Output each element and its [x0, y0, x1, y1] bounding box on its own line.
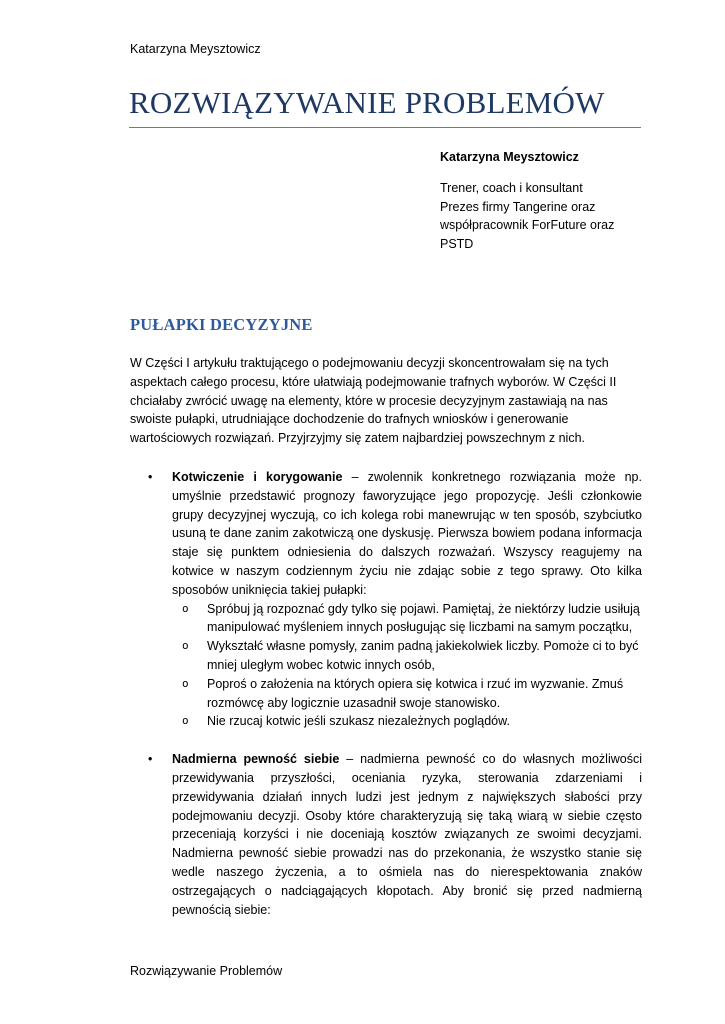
- sub-list-item: [172, 675, 642, 713]
- sub-item-text: Poproś o założenia na których opiera się kotwica i rzuć im wyzwanie. Zmuś rozmówcę aby logicznie uzasadnił swoje stanowisko.: [207, 676, 624, 710]
- sub-list-item: [172, 600, 642, 638]
- sub-bullet-marker: o: [182, 639, 189, 653]
- sub-bullet-marker: o: [182, 714, 189, 728]
- page-footer: Rozwiązywanie Problemów: [130, 964, 283, 978]
- bullet-marker: •: [148, 752, 153, 767]
- bullet-text: – zwolennik konkretnego rozwiązania może np. umyślnie przedstawić prognozy faworyzujące jego propozycję. Jeśli członkowie grupy decyzyjnej wyczują, co ich kolega robi manewrując w ten sposób, szybciutko usuną te dane zanim zakotwiczą one dyskusję. Pierwsza bowiem podana informacja staje się punktem odniesienia do dalszych rozważań. Wszyscy reagujemy na kotwice w naszym codziennym życiu nie zdając sobie z tego sprawy. Oto kilka sposobów uniknięcia takiej pułapki:: [172, 470, 642, 597]
- sub-bullet-marker: o: [182, 676, 189, 690]
- sub-item-text: Spróbuj ją rozpoznać gdy tylko się pojawi. Pamiętaj, że niektórzy ludzie usiłują manipulować myśleniem innych posługując się liczbami na samym początku,: [207, 601, 640, 635]
- bullet-text: – nadmierna pewność co do własnych możliwości przewidywania przyszłości, oceniania ryzyka, sterowania zdarzeniami i przewidywania działań innych ludzi jest jednym z największych słabości przy podejmowaniu decyzji. Osoby które charakteryzują się taką wiarą w siebie często przeceniają korzyści i nie doceniają kosztów związanych ze swoimi decyzjami. Nadmierna pewność siebie prowadzi nas do przekonania, że wszystko stanie się wedle naszego życzenia, a to ośmiela nas do nierespektowania znaków ostrzegających o nadciągających kłopotach. Aby bronić się przed nadmierną pewnością siebie:: [172, 752, 642, 917]
- sub-list-item: [172, 637, 642, 675]
- bullet-item-anchoring: [130, 468, 642, 731]
- bullet-list: [130, 468, 642, 919]
- intro-paragraph: W Części I artykułu traktującego o podejmowaniu decyzji skoncentrowałam się na tych aspektach całego procesu, które ułatwiają podejmowanie trafnych wyborów. W Części II chciałaby zwrócić uwagę na elementy, które w procesie decyzyjnym zastawiają na nas swoiste pułapki, utrudniające dochodzenie do trafnych wniosków i generowanie wartościowych rozwiązań. Przyjrzyjmy się zatem najbardziej powszechnym z nich.: [130, 356, 617, 446]
- sub-item-text: Wykształć własne pomysły, zanim padną jakiekolwiek liczby. Pomoże ci to być mniej uległym wobec kotwic innych osób,: [207, 639, 639, 672]
- author-role-line: PSTD: [440, 237, 474, 252]
- author-name: Katarzyna Meysztowicz: [440, 150, 579, 164]
- document-title: ROZWIĄZYWANIE PROBLEMÓW: [129, 85, 605, 120]
- bullet-term: Kotwiczenie i korygowanie: [172, 470, 343, 484]
- sub-list: [172, 600, 642, 732]
- sub-bullet-marker: o: [182, 601, 189, 615]
- author-role-line: współpracownik ForFuture oraz: [440, 218, 615, 233]
- title-underline: [129, 127, 641, 128]
- author-role: [440, 179, 640, 254]
- bullet-term: Nadmierna pewność siebie: [172, 752, 340, 767]
- author-block: [440, 148, 640, 254]
- section-heading: PUŁAPKI DECYZYJNE: [130, 315, 313, 334]
- page-header-author: Katarzyna Meysztowicz: [130, 42, 261, 56]
- author-role-line: Prezes firmy Tangerine oraz: [440, 199, 596, 214]
- author-role-line: Trener, coach i konsultant: [440, 180, 583, 195]
- bullet-marker: •: [148, 470, 153, 484]
- sub-item-text: Nie rzucaj kotwic jeśli szukasz niezależnych poglądów.: [207, 714, 510, 729]
- sub-list-item: [172, 712, 642, 731]
- bullet-item-overconfidence: [130, 750, 642, 919]
